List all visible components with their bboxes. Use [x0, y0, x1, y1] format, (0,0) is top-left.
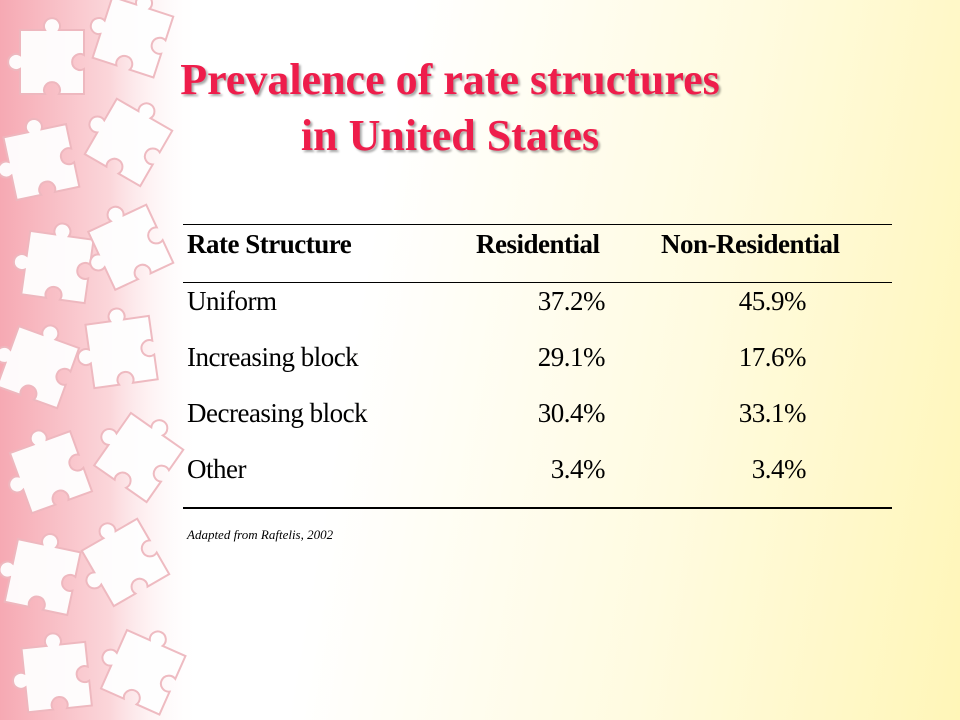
- residential-uniform: 37.2%: [537, 286, 605, 316]
- row-label-decreasing-block: Decreasing block: [187, 398, 368, 428]
- non-residential-other: 3.4%: [751, 454, 806, 484]
- row-label-increasing-block: Increasing block: [187, 342, 359, 372]
- residential-decreasing-block: 30.4%: [537, 398, 605, 428]
- non-residential-decreasing-block: 33.1%: [738, 398, 806, 428]
- row-label-uniform: Uniform: [187, 286, 277, 316]
- column-header-rate-structure: Rate Structure: [187, 229, 352, 259]
- row-label-other: Other: [187, 454, 246, 484]
- residential-increasing-block: 29.1%: [537, 342, 605, 372]
- column-header-non-residential: Non-Residential: [661, 229, 840, 259]
- slide-title: Prevalence of rate structures in United States: [180, 55, 720, 160]
- table-header-rule: [183, 282, 892, 283]
- non-residential-increasing-block: 17.6%: [738, 342, 806, 372]
- puzzle-background: [0, 0, 200, 720]
- source-citation: Adapted from Raftelis, 2002: [187, 527, 334, 542]
- non-residential-uniform: 45.9%: [738, 286, 806, 316]
- column-header-residential: Residential: [476, 229, 600, 259]
- residential-other: 3.4%: [550, 454, 605, 484]
- table-bottom-rule: [183, 507, 892, 509]
- table-top-rule: [183, 224, 892, 225]
